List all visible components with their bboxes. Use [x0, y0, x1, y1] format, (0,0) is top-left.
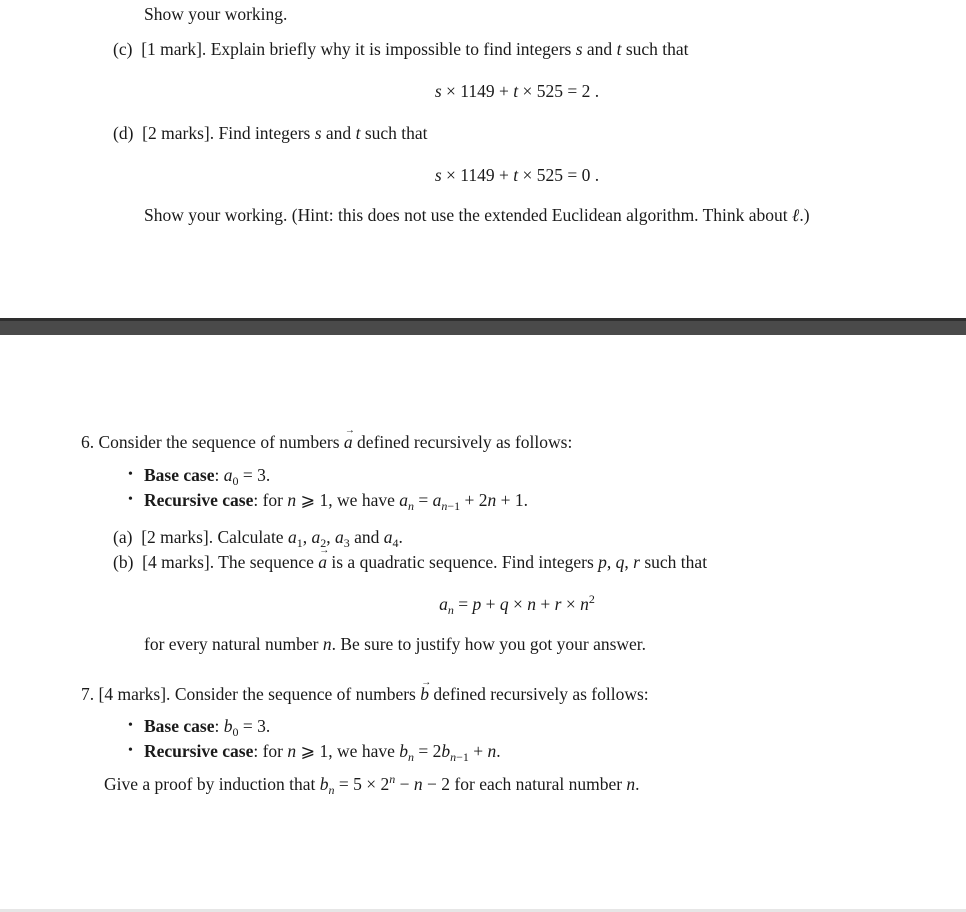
equation-c: s × 1149 + t × 525 = 2 .	[434, 81, 600, 101]
equation-d: s × 1149 + t × 525 = 0 .	[434, 165, 600, 185]
page-separator	[0, 318, 966, 335]
page-top	[0, 0, 966, 318]
part-c: (c) [1 mark]. Explain briefly why it is impossible to find integers s and t such that	[113, 39, 689, 59]
bullet-icon: •	[128, 743, 133, 758]
page-bottom	[0, 335, 966, 910]
question-7: 7. [4 marks]. Consider the sequence of numbers → b defined recursively as follows:	[81, 683, 649, 705]
bullet-icon: •	[128, 718, 133, 733]
q7-recursive-case: Recursive case: for n ⩾ 1, we have $b_n = 2b_{n-1} + n$.	[144, 741, 501, 764]
bullet-icon: •	[128, 467, 133, 482]
q6-recursive-case: Recursive case: for n ⩾ 1, we have $a_n = a_{n-1} + 2n + 1$.	[144, 490, 529, 513]
hint-text: Show your working. (Hint: this does not use the extended Euclidean algorithm. Think about ℓ.)	[144, 205, 810, 225]
q6-followup: for every natural number n. Be sure to justify how you got your answer.	[144, 634, 647, 654]
q6-part-a: (a) [2 marks]. Calculate $a_1$, $a_2$, $a_3$ and $a_4$.	[113, 527, 403, 550]
q6-part-b: (b) [4 marks]. The sequence → a is a quadratic sequence. Find integers p, q, r such that	[113, 551, 707, 573]
q6-base-case: Base case: $a_0 = 3$.	[144, 465, 271, 488]
bullet-icon: •	[128, 492, 133, 507]
question-6: 6. Consider the sequence of numbers → a defined recursively as follows:	[81, 431, 572, 453]
part-d: (d) [2 marks]. Find integers s and t such that	[113, 123, 428, 143]
show-working-text: Show your working.	[144, 4, 288, 24]
equation-q6: $a_n = p + q \times n + r \times n^2$	[439, 592, 595, 617]
q7-proof-prompt: Give a proof by induction that $b_n = 5 \times 2^n - n - 2$ for each natural number n.	[104, 772, 640, 797]
q7-base-case: Base case: $b_0 = 3$.	[144, 716, 271, 739]
